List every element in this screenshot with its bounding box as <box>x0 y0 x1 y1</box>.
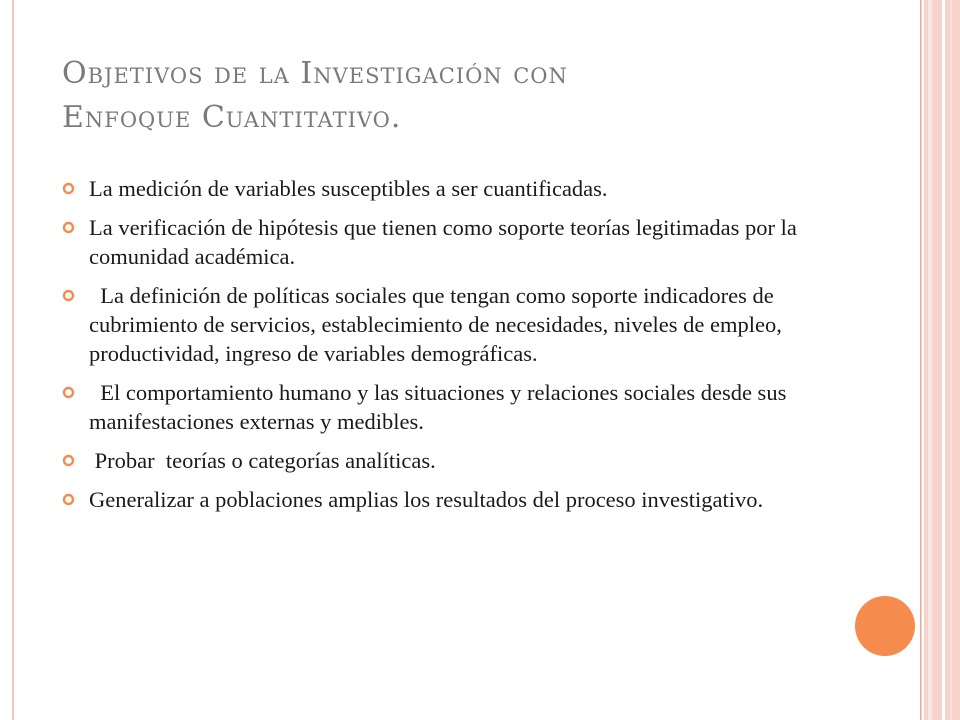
band-stripe <box>950 0 952 720</box>
bullet-text: Generalizar a poblaciones amplias los resultados del proceso investigativo. <box>89 487 764 512</box>
bullet-circle-icon <box>62 454 75 467</box>
bullet-text: La verificación de hipótesis que tienen como soporte teorías legitimadas por la comunidad académica. <box>89 215 803 269</box>
bullet-circle-icon <box>62 221 75 234</box>
bullet-circle-icon <box>62 386 75 399</box>
band-stripe <box>922 0 924 720</box>
list-item <box>62 174 812 203</box>
list-item <box>62 213 812 271</box>
right-decorative-band <box>920 0 960 720</box>
bullet-text: El comportamiento humano y las situaciones y relaciones sociales desde sus manifestaciones externas y medibles. <box>89 380 792 434</box>
list-item <box>62 378 812 436</box>
list-item <box>62 446 812 475</box>
title-line-1: Objetivos de la Investigación con <box>62 56 568 91</box>
bullet-text: Probar teorías o categorías analíticas. <box>89 448 436 473</box>
list-item <box>62 485 812 514</box>
bullet-text: La definición de políticas sociales que tengan como soporte indicadores de cubrimiento de servicios, establecimiento de necesidades, niveles de empleo, productividad, ingreso de variables demográficas. <box>89 283 788 366</box>
bullet-list <box>62 174 812 524</box>
bullet-text: La medición de variables susceptibles a ser cuantificadas. <box>89 176 608 201</box>
slide-title <box>62 52 862 140</box>
band-edge-line <box>920 0 921 720</box>
bullet-circle-icon <box>62 289 75 302</box>
bullet-circle-icon <box>62 182 75 195</box>
orange-circle-decoration <box>855 596 915 656</box>
band-stripe <box>928 0 932 720</box>
left-border-line <box>12 0 14 720</box>
title-line-2: Enfoque Cuantitativo. <box>62 100 402 135</box>
bullet-circle-icon <box>62 493 75 506</box>
list-item <box>62 281 812 368</box>
band-stripe <box>942 0 945 720</box>
